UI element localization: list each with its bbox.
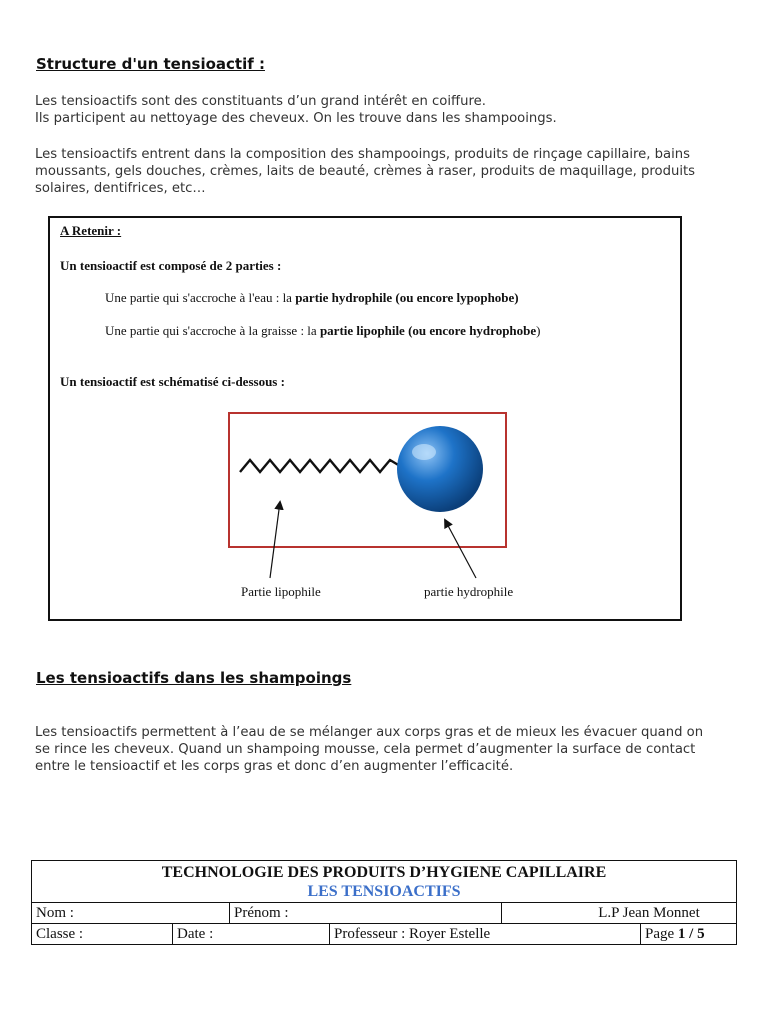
- hydrophile-arrow: [445, 520, 476, 578]
- retenir-title: A Retenir :: [60, 223, 122, 238]
- shampoing-paragraph: [35, 724, 703, 775]
- page-label: Page: [645, 926, 678, 942]
- course-subtitle: LES TENSIOACTIFS: [307, 883, 461, 900]
- retenir-composition: Un tensioactif est composé de 2 parties :: [60, 258, 282, 273]
- retenir-lipophile-line: [105, 323, 541, 339]
- footer-row-class: [32, 923, 736, 944]
- intro-line: Ils participent au nettoyage des cheveux. On les trouve dans les shampooings.: [35, 111, 557, 126]
- intro-paragraph: [35, 93, 557, 127]
- surfactant-diagram: [228, 412, 528, 582]
- hydrophile-head: [397, 426, 483, 512]
- retenir-schema-intro: Un tensioactif est schématisé ci-dessous :: [60, 374, 285, 389]
- footer-row-identity: [32, 903, 736, 923]
- shampoing-line: entre le tensioactif et les corps gras et donc d’en augmenter l’efficacité.: [35, 759, 514, 774]
- nom-field: Nom :: [36, 905, 74, 921]
- label-lipophile: Partie lipophile: [241, 584, 321, 599]
- footer-header: [32, 861, 736, 903]
- lipophile-tail: [240, 460, 400, 472]
- section-title-shampoings: Les tensioactifs dans les shampoings: [36, 669, 352, 687]
- page-number: [640, 924, 736, 944]
- retenir-hydrophile-line: [105, 290, 519, 306]
- course-title: TECHNOLOGIE DES PRODUITS D’HYGIENE CAPILLAIRE: [161, 864, 607, 881]
- composition-line: Les tensioactifs entrent dans la composition des shampooings, produits de rinçage capillaire, bains: [35, 147, 691, 162]
- footer-table: [31, 860, 737, 945]
- lipophile-text: Une partie qui s'accroche à la graisse : la: [105, 323, 320, 338]
- shampoing-line: Les tensioactifs permettent à l’eau de se mélanger aux corps gras et de mieux les évacuer quand on: [35, 725, 704, 740]
- shampoing-line: se rince les cheveux. Quand un shampoing mousse, cela permet d’augmenter la surface de contact: [35, 742, 696, 757]
- page-value: 1 / 5: [677, 926, 705, 942]
- composition-line: moussants, gels douches, crèmes, laits de beauté, crèmes à raser, produits de maquillage, produits: [35, 164, 696, 179]
- professeur-field: Professeur : Royer Estelle: [329, 924, 640, 944]
- composition-line: solaires, dentifrices, etc…: [35, 181, 206, 196]
- lipophile-close: ): [536, 323, 541, 338]
- school-name: L.P Jean Monnet: [501, 903, 736, 923]
- section-title-structure: Structure d'un tensioactif :: [36, 55, 265, 73]
- lipophile-arrow: [270, 502, 280, 578]
- hydrophile-term: partie hydrophile (ou encore lypophobe): [295, 290, 519, 305]
- prenom-field: Prénom :: [229, 903, 501, 923]
- intro-line: Les tensioactifs sont des constituants d’un grand intérêt en coiffure.: [35, 94, 486, 109]
- head-highlight: [412, 444, 436, 460]
- lipophile-term: partie lipophile (ou encore hydrophobe: [319, 323, 537, 338]
- classe-field: Classe :: [36, 926, 84, 942]
- date-field: Date :: [172, 924, 329, 944]
- label-hydrophile: partie hydrophile: [424, 584, 514, 599]
- hydrophile-text: Une partie qui s'accroche à l'eau : la: [105, 290, 296, 305]
- composition-paragraph: [35, 146, 695, 197]
